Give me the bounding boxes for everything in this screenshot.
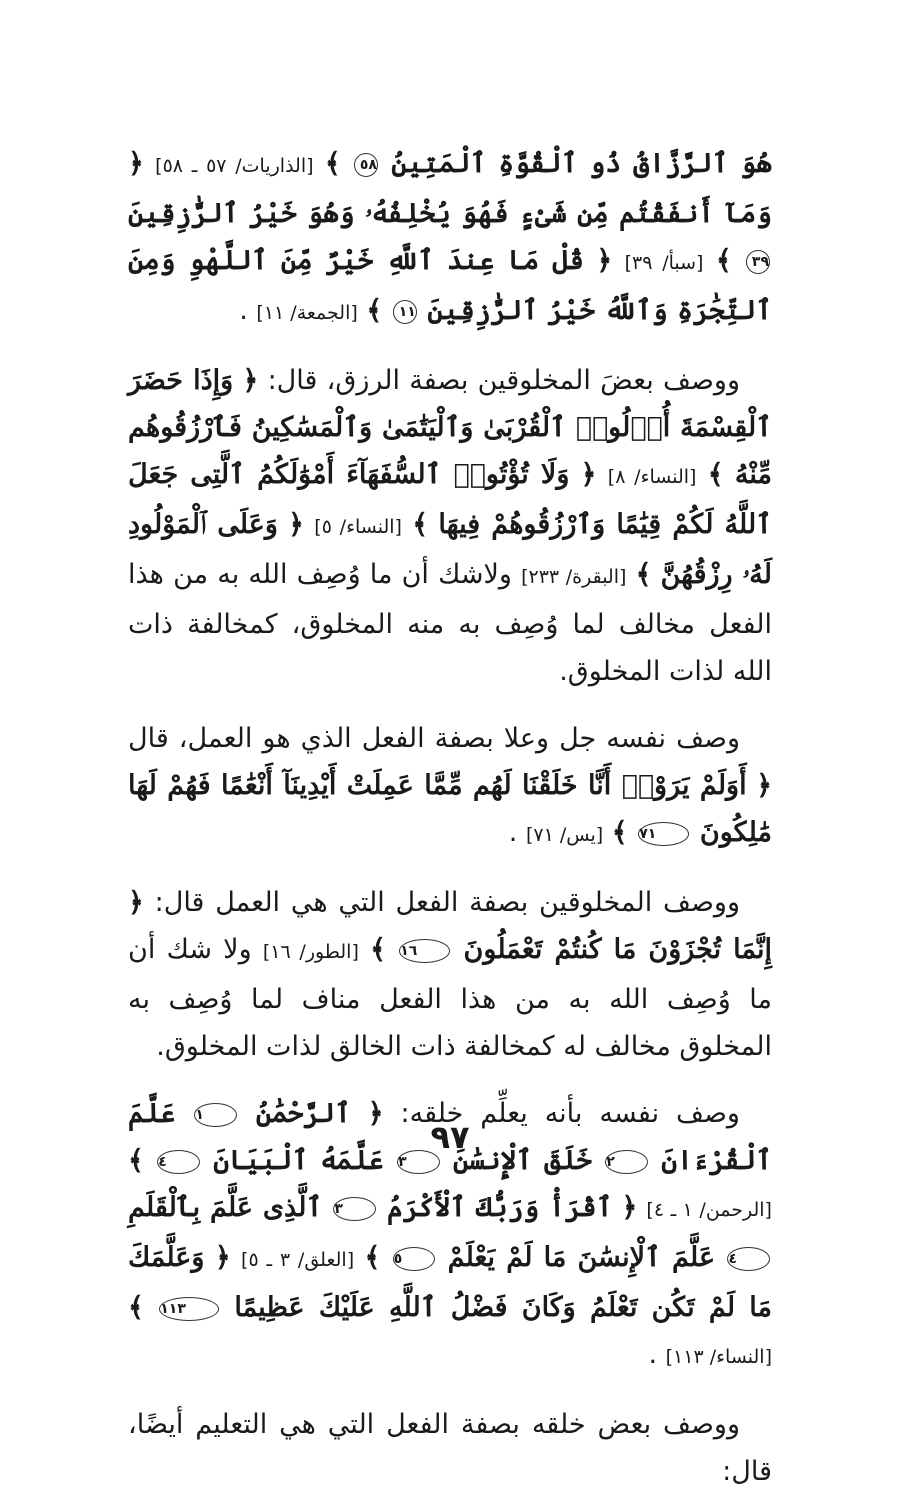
ornate-bracket: ﴿ (621, 1192, 638, 1223)
quran-verse: وَمَآ أَنفَقْتُم مِّن شَىْءٍ فَهُوَ يُخْلِفُهُۥ وَهُوَ خَيْرُ ٱلرَّٰزِقِينَ (128, 198, 772, 229)
prose-text: . (239, 295, 248, 326)
paragraph (128, 879, 772, 1070)
ayah-number-icon: ٤ (157, 1150, 200, 1174)
quran-verse: وَإِذَا حَضَرَ ٱلْقِسْمَةَ أُو۟لُوا۟ ٱلْقُرْبَىٰ وَٱلْيَتَٰمَىٰ وَٱلْمَسَٰكِينُ فَٱرْزُقُوهُم مِّنْهُ (128, 365, 772, 490)
quran-verse: ٱقْرَأْ وَرَبُّكَ ٱلْأَكْرَمُ (386, 1192, 613, 1223)
verse-reference: [سبأ/ ٣٩] (624, 252, 704, 274)
ornate-bracket: ﴿ (756, 770, 773, 801)
prose-text: وصف نفسه جل وعلا بصفة الفعل الذي هو العمل، قال (128, 723, 740, 754)
quran-verse: أَوَلَمْ يَرَوْا۟ أَنَّا خَلَقْنَا لَهُم مِّمَّا عَمِلَتْ أَيْدِينَآ أَنْعَٰمًا فَهُمْ لَهَا مَٰلِكُونَ (128, 770, 772, 848)
verse-reference: [البقرة/ ٢٣٣] (521, 566, 627, 588)
ornate-bracket: ﴿ (128, 887, 144, 918)
quran-verse: هُوَ ٱلرَّزَّاقُ ذُو ٱلْقُوَّةِ ٱلْمَتِينُ (391, 148, 772, 179)
ayah-number-icon: ٧١ (638, 822, 689, 846)
prose-text: وصف نفسه بأنه يعلِّم خلقه: (400, 1098, 740, 1129)
prose-text: ووصف بعضَ المخلوقين بصفة الرزق، قال: (267, 365, 740, 396)
ornate-bracket: ﴾ (364, 1242, 381, 1273)
verse-reference: [النساء/ ٥] (314, 516, 402, 538)
quran-verse: وَعَلَّمَكَ مَا لَمْ تَكُن تَعْلَمُ وَكَانَ فَضْلُ ٱللَّهِ عَلَيْكَ عَظِيمًا (128, 1242, 772, 1323)
ayah-number-icon: ٤ (727, 1247, 770, 1271)
quran-verse: عَلَّمَ ٱلْإِنسَٰنَ مَا لَمْ يَعْلَمْ (447, 1242, 716, 1273)
ornate-bracket: ﴾ (370, 934, 386, 965)
ornate-bracket: ﴾ (128, 1145, 144, 1176)
ornate-bracket: ﴿ (214, 1242, 231, 1273)
verse-reference: [الذاريات/ ٥٧ ـ ٥٨] (155, 155, 314, 177)
prose-text: . (648, 1339, 658, 1370)
quran-verse: إِنَّمَا تُجْزَوْنَ مَا كُنتُمْ تَعْمَلُونَ (463, 934, 772, 965)
verse-reference: [النساء/ ١١٣] (665, 1346, 772, 1368)
quran-verse: وَعَلَى ٱلْمَوْلُودِ لَهُۥ رِزْقُهُنَّ (128, 509, 772, 590)
ornate-bracket: ﴾ (611, 817, 628, 848)
quran-verse: قُلْ مَا عِندَ ٱللَّهِ خَيْرٌ مِّنَ ٱللَّهْوِ وَمِنَ ٱلتِّجَٰرَةِ وَٱللَّهُ خَيْرُ ٱلرَّٰزِقِينَ (128, 245, 772, 326)
paragraph (128, 1401, 772, 1495)
body-text (128, 140, 772, 1495)
prose-text: . (508, 817, 518, 848)
quran-verse: ٱلَّذِى عَلَّمَ بِٱلْقَلَمِ (128, 1192, 323, 1223)
ayah-number-icon: ١١ (393, 300, 417, 324)
ayah-number-icon: ١١٣ (159, 1297, 219, 1321)
ayah-number-icon: ١ (194, 1103, 237, 1127)
ornate-bracket: ﴾ (366, 295, 383, 326)
ornate-bracket: ﴾ (707, 459, 724, 490)
ornate-bracket: ﴿ (288, 509, 304, 540)
prose-text: ووصف بعض خلقه بصفة الفعل التي هي التعليم أيضًا، قال: (128, 1409, 772, 1487)
quran-verse: عَلَّمَ ٱلْقُرْءَانَ (128, 1098, 772, 1176)
ayah-number-icon: ٣٩ (746, 250, 770, 274)
verse-reference: [الرحمن/ ١ ـ ٤] (646, 1199, 772, 1221)
ornate-bracket: ﴿ (242, 365, 259, 396)
ayah-number-icon: ٣ (333, 1197, 376, 1221)
verse-reference: [يس/ ٧١] (525, 824, 604, 846)
quran-verse: عَلَّمَهُ ٱلْبَيَانَ (213, 1145, 384, 1176)
ornate-bracket: ﴾ (324, 148, 341, 179)
verse-reference: [الطور/ ١٦] (262, 941, 359, 963)
ayah-number-icon: ٥ (393, 1247, 436, 1271)
prose-text: ولا شك أن ما وُصِف الله به من هذا الفعل مناف لما وُصِف به المخلوق مخالف له كمخالفة ذات الخالق لذات المخلوق. (128, 934, 772, 1062)
ornate-bracket: ﴿ (367, 1098, 384, 1129)
ornate-bracket: ﴾ (412, 509, 429, 540)
ayah-number-icon: ٢ (605, 1150, 648, 1174)
ornate-bracket: ﴾ (715, 245, 732, 276)
ayah-number-icon: ١٦ (399, 939, 450, 963)
paragraph (128, 357, 772, 695)
ayah-number-icon: ٣ (397, 1150, 440, 1174)
page-number: ٩٧ (430, 1118, 470, 1156)
verse-reference: [الجمعة/ ١١] (256, 302, 358, 324)
prose-text: ولاشك أن ما وُصِف الله به من هذا الفعل مخالف لما وُصِف به منه المخلوق، كمخالفة ذات الله لذات المخلوق. (128, 559, 772, 687)
verse-reference: [النساء/ ٨] (607, 466, 697, 488)
quran-verse: خَلَقَ ٱلْإِنسَٰنَ (453, 1145, 592, 1176)
ornate-bracket: ﴿ (580, 459, 597, 490)
prose-text: ووصف المخلوقين بصفة الفعل التي هي العمل قال: (154, 887, 740, 918)
paragraph (128, 140, 772, 337)
ornate-bracket: ﴾ (635, 559, 652, 590)
verse-reference: [العلق/ ٣ ـ ٥] (241, 1249, 355, 1271)
ayah-number-icon: ٥٨ (354, 153, 378, 177)
ornate-bracket: ﴾ (128, 1292, 144, 1323)
quran-verse: وَلَا تُؤْتُوا۟ ٱلسُّفَهَآءَ أَمْوَٰلَكُمُ ٱلَّتِى جَعَلَ ٱللَّهُ لَكُمْ قِيَٰمًا وَٱرْزُقُوهُمْ فِيهَا (128, 459, 772, 540)
paragraph (128, 715, 772, 859)
ornate-bracket: ﴿ (596, 245, 613, 276)
quran-verse: ٱلرَّحْمَٰنُ (255, 1098, 351, 1129)
ornate-bracket: ﴿ (128, 148, 144, 179)
